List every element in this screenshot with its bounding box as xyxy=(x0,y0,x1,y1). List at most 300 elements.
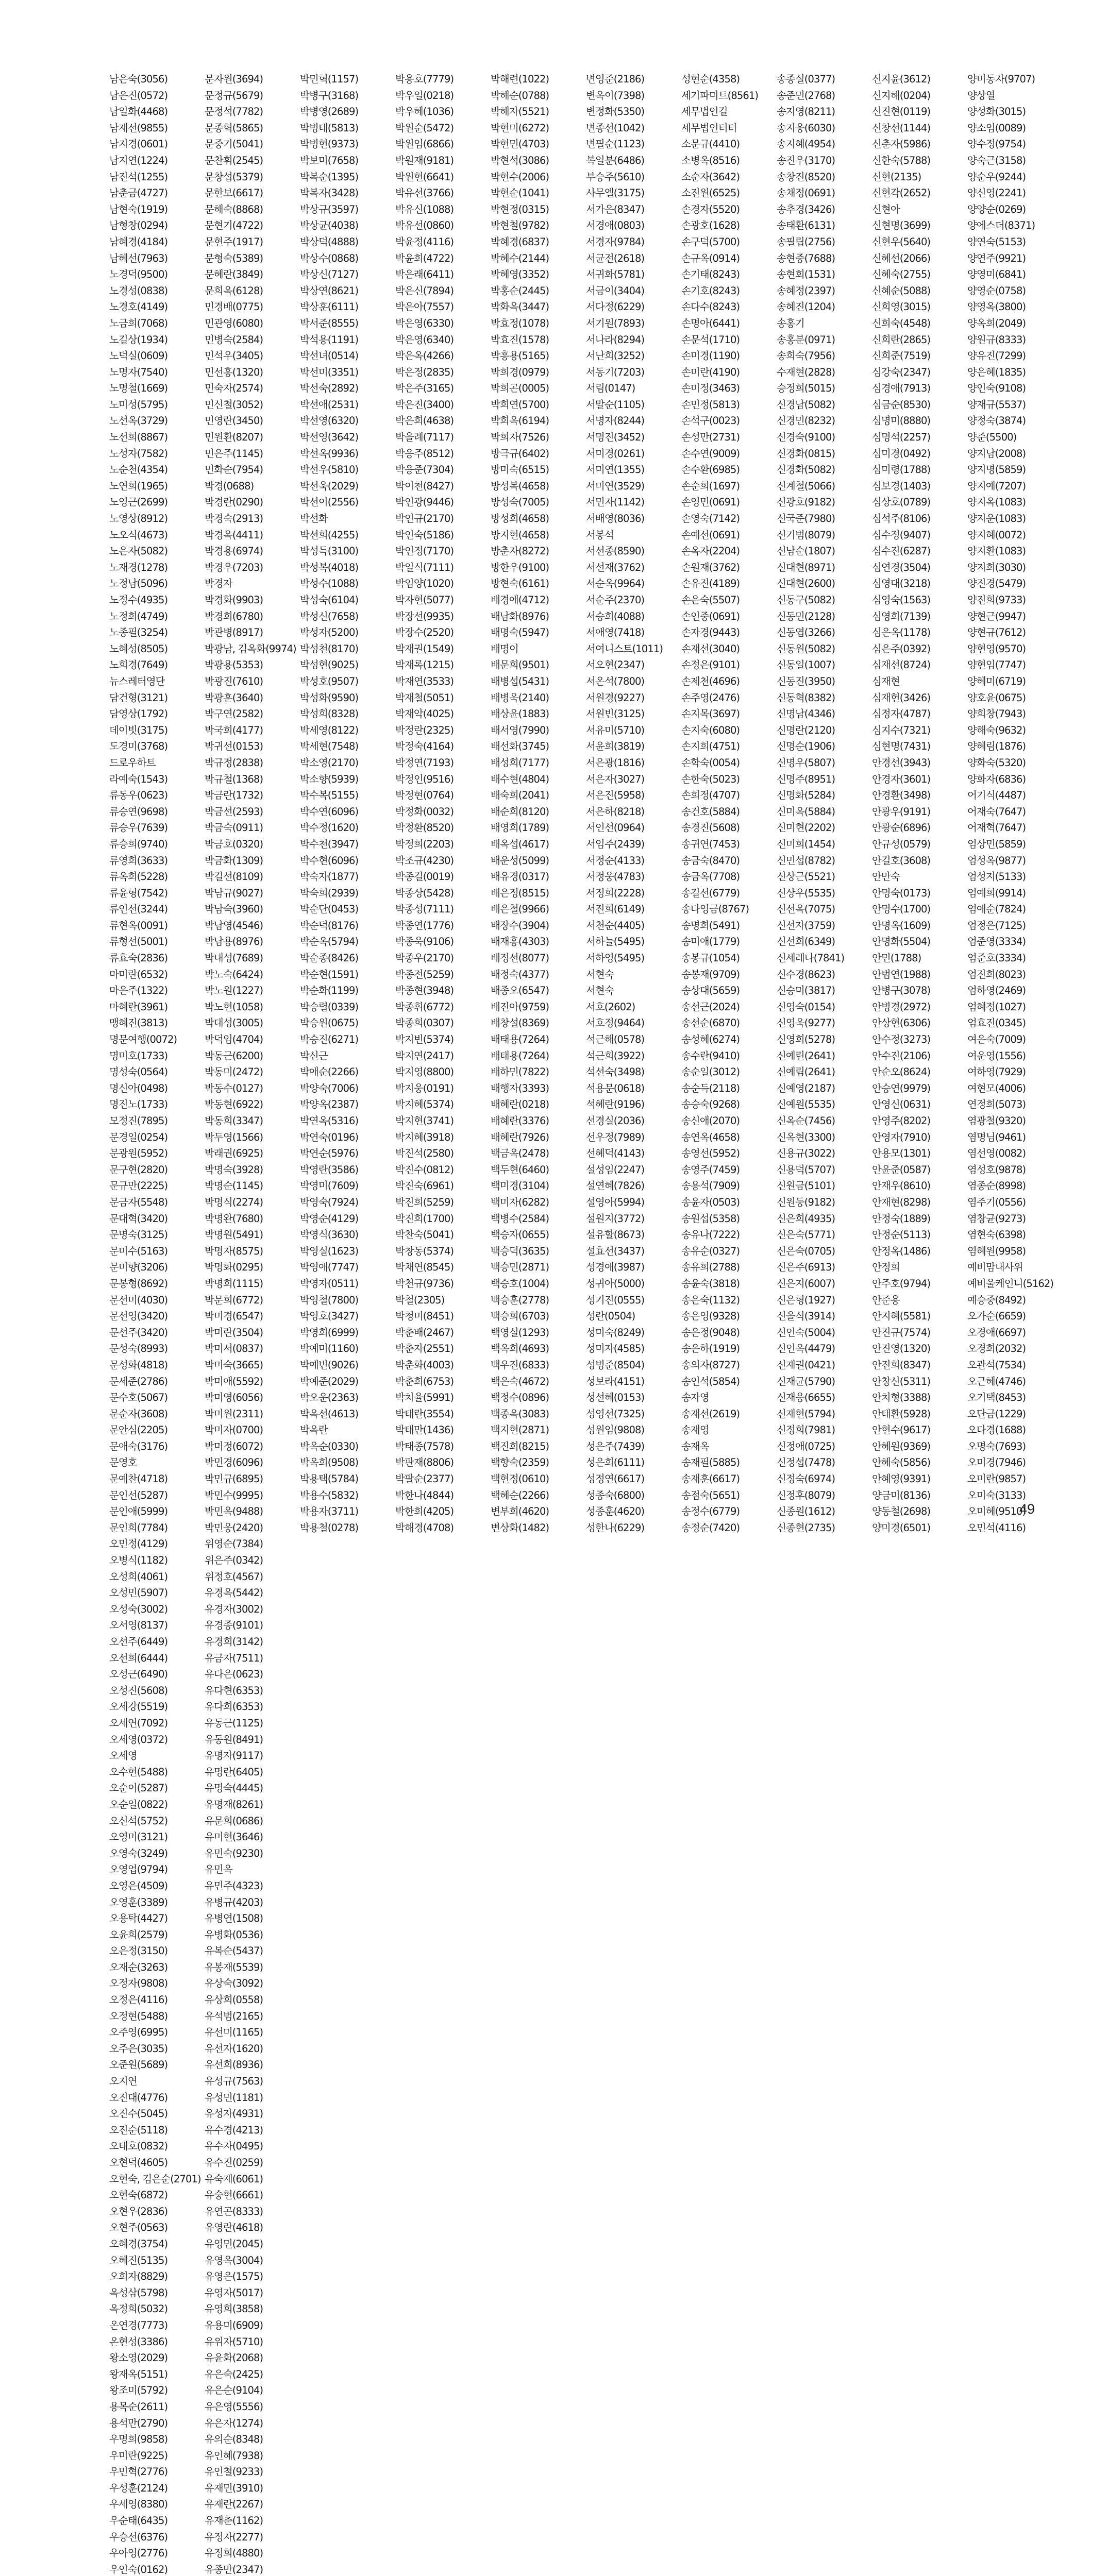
name-entry: 성종훈(4620) xyxy=(586,1505,645,1518)
name-entry: 안준용 xyxy=(872,1294,900,1306)
name-entry: 서은광(1816) xyxy=(586,756,645,769)
name-entry: 박홍순(2445) xyxy=(491,284,549,297)
name-entry: 양화자(6836) xyxy=(967,773,1026,785)
name-entry: 양성화(3015) xyxy=(967,106,1026,118)
name-entry: 송순일(3012) xyxy=(681,1066,740,1078)
name-entry: 오가순(6659) xyxy=(967,1310,1026,1323)
name-entry: 배태용(7264) xyxy=(491,1033,549,1046)
name-entry: 설유할(8673) xyxy=(586,1229,645,1241)
name-entry: 안병경(2972) xyxy=(872,1001,931,1013)
name-entry: 유다은(0623) xyxy=(205,1668,263,1681)
name-entry: 예비맘내사위 xyxy=(967,1261,1023,1274)
name-entry: 노연희(1965) xyxy=(109,480,168,492)
name-entry: 양원규(8333) xyxy=(967,333,1026,346)
name-entry: 박상규(3597) xyxy=(300,203,359,215)
name-entry: 손원재(3762) xyxy=(681,561,740,573)
name-entry: 신혜선(2066) xyxy=(872,252,931,264)
name-entry: 박종성(7111) xyxy=(395,903,454,916)
name-entry: 석용문(0618) xyxy=(586,1082,645,1094)
name-entry: 박병영(2689) xyxy=(300,106,359,118)
name-entry: 박영란(3586) xyxy=(300,1163,359,1176)
name-entry: 송미애(1779) xyxy=(681,936,740,948)
name-entry: 서온석(7800) xyxy=(586,675,645,687)
name-entry: 서정웅(4783) xyxy=(586,871,645,883)
name-entry: 백영실(1293) xyxy=(491,1326,549,1338)
name-entry: 문성숙(8993) xyxy=(109,1343,168,1355)
name-entry: 심석주(8106) xyxy=(872,513,931,525)
name-entry: 문현주(1917) xyxy=(205,235,263,248)
name-entry: 송명희(5491) xyxy=(681,919,740,931)
name-entry: 신현명(3699) xyxy=(872,219,931,232)
name-entry: 남혜선(7963) xyxy=(109,252,168,264)
name-entry: 부승주(5610) xyxy=(586,171,645,183)
name-entry: 유인철(9233) xyxy=(205,2466,263,2478)
name-entry: 염창균(9273) xyxy=(967,1212,1026,1225)
name-entry: 송혜정(2397) xyxy=(777,284,835,297)
name-entry: 송수란(9410) xyxy=(681,1049,740,1062)
name-entry: 문대혁(3420) xyxy=(109,1212,168,1225)
name-entry: 노정남(5096) xyxy=(109,578,168,590)
name-entry: 신지윤(3612) xyxy=(872,73,931,85)
name-entry: 박현정(0315) xyxy=(491,203,549,215)
name-entry: 박희옥(6194) xyxy=(491,415,549,427)
name-entry: 배은철(9966) xyxy=(491,903,549,916)
name-entry: 오성희(4061) xyxy=(109,1570,168,1583)
name-entry: 오서영(8137) xyxy=(109,1619,168,1632)
name-entry: 신현우(5640) xyxy=(872,235,931,248)
name-entry: 송진우(3170) xyxy=(777,154,835,166)
name-entry: 배진아(9759) xyxy=(491,1001,549,1013)
name-entry: 변정화(5350) xyxy=(586,106,645,118)
name-entry: 송지혜(4954) xyxy=(777,138,835,150)
name-entry: 민선홍(1320) xyxy=(205,366,263,378)
name-entry: 양현근(9947) xyxy=(967,610,1026,622)
name-entry: 양희창(7943) xyxy=(967,708,1026,720)
name-entry: 유석범(2165) xyxy=(205,2010,263,2022)
name-entry: 성기진(0555) xyxy=(586,1294,645,1306)
name-entry: 박순화(1199) xyxy=(300,985,359,997)
name-entry: 신은희(4935) xyxy=(777,1212,835,1225)
name-entry: 박해련(1022) xyxy=(491,73,549,85)
name-entry: 박지현(3741) xyxy=(395,1115,454,1127)
name-entry: 신경남(5082) xyxy=(777,398,835,411)
name-entry: 배문희(9501) xyxy=(491,659,549,671)
name-entry: 박보미(7658) xyxy=(300,154,359,166)
name-entry: 박종연(1776) xyxy=(395,919,454,931)
name-entry: 노성자(7582) xyxy=(109,447,168,460)
name-entry: 신국준(7980) xyxy=(777,513,835,525)
name-entry: 박명원(5491) xyxy=(205,1229,263,1241)
name-entry: 오미혜(9510) xyxy=(967,1505,1026,1518)
name-entry: 박수정(1620) xyxy=(300,822,359,834)
name-entry: 성정연(6617) xyxy=(586,1473,645,1485)
name-entry: 안정희 xyxy=(872,1261,900,1274)
name-entry: 손지목(3697) xyxy=(681,708,740,720)
name-entry: 왕재옥(5151) xyxy=(109,2368,168,2380)
name-entry: 문성화(4818) xyxy=(109,1359,168,1371)
name-entry: 선혜덕(4143) xyxy=(586,1147,645,1160)
name-entry: 박진숙(6961) xyxy=(395,1180,454,1192)
name-entry: 송봉규(1054) xyxy=(681,952,740,964)
name-entry: 서기원(7893) xyxy=(586,317,645,329)
name-entry: 문미수(5163) xyxy=(109,1245,168,1257)
name-entry: 박민옥(9488) xyxy=(205,1505,263,1518)
name-entry: 박금숙(0911) xyxy=(205,822,263,834)
name-entry: 신재균(5790) xyxy=(777,1375,835,1387)
name-entry: 신경화(5082) xyxy=(777,464,835,476)
name-entry: 명신아(0498) xyxy=(109,1082,168,1094)
name-entry: 유다현(6353) xyxy=(205,1684,263,1697)
name-entry: 남진석(1255) xyxy=(109,171,168,183)
name-entry: 박남영(4546) xyxy=(205,919,263,931)
name-entry: 신대현(2600) xyxy=(777,578,835,590)
name-entry: 안민(1788) xyxy=(872,952,921,964)
name-entry: 손미경(1190) xyxy=(681,350,740,362)
name-entry: 유복순(5437) xyxy=(205,1945,263,1957)
name-entry: 유경희(3142) xyxy=(205,1636,263,1648)
name-entry: 서오현(2347) xyxy=(586,659,645,671)
name-entry: 박인규(2170) xyxy=(395,513,454,525)
name-entry: 박내성(7689) xyxy=(205,952,263,964)
name-entry: 여현모(4006) xyxy=(967,1082,1026,1094)
name-entry: 박해순(0788) xyxy=(491,89,549,101)
name-entry: 손영민(0691) xyxy=(681,496,740,509)
name-entry: 신은숙(5771) xyxy=(777,1229,835,1241)
name-entry: 손성만(2731) xyxy=(681,431,740,444)
name-entry: 손미정(3463) xyxy=(681,382,740,395)
name-entry: 문중기(5041) xyxy=(205,138,263,150)
name-entry: 성미자(4585) xyxy=(586,1343,645,1355)
name-entry: 문자원(3694) xyxy=(205,73,263,85)
name-entry: 박영자(0511) xyxy=(300,1277,359,1290)
name-entry: 박경희(6780) xyxy=(205,610,263,622)
name-entry: 안규성(0579) xyxy=(872,838,931,850)
name-entry: 드로우하트 xyxy=(109,756,156,769)
name-entry: 송금숙(8470) xyxy=(681,854,740,867)
name-entry: 신정숙(6974) xyxy=(777,1473,835,1485)
name-entry: 명미호(1733) xyxy=(109,1049,168,1062)
name-entry: 서여니스트(1011) xyxy=(586,642,663,655)
name-entry: 양진희(9733) xyxy=(967,594,1026,606)
name-entry: 세무법인터터 xyxy=(681,122,737,134)
name-entry: 박선애(2531) xyxy=(300,398,359,411)
name-entry: 박현민(4703) xyxy=(491,138,549,150)
name-entry: 송창진(8520) xyxy=(777,171,835,183)
name-entry: 박동근(6200) xyxy=(205,1049,263,1062)
name-entry: 손옥자(2204) xyxy=(681,545,740,557)
name-entry: 백승자(0655) xyxy=(491,1229,549,1241)
name-entry: 배장수(3904) xyxy=(491,919,549,931)
name-entry: 박인정(7170) xyxy=(395,545,454,557)
name-entry: 안주호(9794) xyxy=(872,1277,931,1290)
name-entry: 박선우(5810) xyxy=(300,464,359,476)
name-entry: 송유순(0327) xyxy=(681,1245,740,1257)
name-entry: 신상근(5521) xyxy=(777,871,835,883)
name-entry: 문예찬(4718) xyxy=(109,1473,168,1485)
name-entry: 박두영(1566) xyxy=(205,1131,263,1143)
name-entry: 안진희(8347) xyxy=(872,1359,931,1371)
name-entry: 박인광(9446) xyxy=(395,496,454,509)
name-entry: 오주은(3035) xyxy=(109,2042,168,2055)
name-entry: 박종우(2170) xyxy=(395,952,454,964)
name-entry: 신승미(3817) xyxy=(777,985,835,997)
name-entry: 박국희(4177) xyxy=(205,724,263,736)
name-entry: 노혜성(8505) xyxy=(109,642,168,655)
name-entry: 류윤형(7542) xyxy=(109,887,168,899)
name-entry: 신영욱(9277) xyxy=(777,1017,835,1029)
name-entry: 명문여행(0072) xyxy=(109,1033,177,1046)
name-column xyxy=(205,1536,300,2576)
name-entry: 심상호(0789) xyxy=(872,496,931,509)
name-entry: 백은숙(4672) xyxy=(491,1375,549,1387)
name-entry: 안치형(3388) xyxy=(872,1392,931,1404)
name-entry: 손기태(8243) xyxy=(681,268,740,281)
name-entry: 박은진(3400) xyxy=(395,398,454,411)
name-entry: 문정석(7782) xyxy=(205,106,263,118)
name-entry: 박은아(7557) xyxy=(395,301,454,313)
name-entry: 유민주(4323) xyxy=(205,1879,263,1892)
name-entry: 유종만(2347) xyxy=(205,2563,263,2575)
name-entry: 노희경(7649) xyxy=(109,659,168,671)
name-entry: 송은영(9328) xyxy=(681,1310,740,1323)
name-entry: 심미령(1788) xyxy=(872,464,931,476)
name-entry: 박관병(8917) xyxy=(205,626,263,639)
name-entry: 오수현(5488) xyxy=(109,1766,168,1778)
name-entry: 서원빈(3125) xyxy=(586,708,645,720)
name-entry: 박연옥(5316) xyxy=(300,1115,359,1127)
name-entry: 문금자(5548) xyxy=(109,1196,168,1208)
name-column xyxy=(586,71,681,1536)
name-entry: 노미성(5795) xyxy=(109,398,168,411)
name-entry: 예승중(8492) xyxy=(967,1294,1026,1306)
name-entry: 오영업(9794) xyxy=(109,1863,168,1876)
name-entry: 문세준(2786) xyxy=(109,1375,168,1387)
name-entry: 서정순(4133) xyxy=(586,854,645,867)
name-entry: 오세영(0372) xyxy=(109,1733,168,1745)
name-entry: 서금이(3404) xyxy=(586,284,645,297)
name-entry: 양현규(7612) xyxy=(967,626,1026,639)
name-entry: 성영선(7325) xyxy=(586,1408,645,1420)
name-entry: 박순종(8426) xyxy=(300,952,359,964)
name-entry: 신용규(3022) xyxy=(777,1147,835,1160)
name-entry: 소병옥(8516) xyxy=(681,154,740,166)
name-entry: 백승희(6703) xyxy=(491,1310,549,1323)
name-entry: 문창섭(5379) xyxy=(205,171,263,183)
name-entry: 신종원(1612) xyxy=(777,1505,835,1518)
name-entry: 박선영(3642) xyxy=(300,431,359,444)
name-entry: 박대성(3005) xyxy=(205,1017,263,1029)
name-entry: 심지수(7321) xyxy=(872,724,931,736)
name-entry: 심수정(9407) xyxy=(872,529,931,541)
name-entry: 박희곤(0005) xyxy=(491,382,549,395)
name-entry: 엄준영(3334) xyxy=(967,936,1026,948)
name-entry: 심미경(0492) xyxy=(872,447,931,460)
name-entry: 노경성(0838) xyxy=(109,284,168,297)
name-entry: 오진대(4776) xyxy=(109,2091,168,2104)
name-entry: 안병구(3078) xyxy=(872,985,931,997)
name-entry: 박희자(7526) xyxy=(491,431,549,444)
name-entry: 우민혁(2776) xyxy=(109,2466,168,2478)
name-entry: 염선영(0082) xyxy=(967,1147,1026,1160)
name-entry: 박동수(0127) xyxy=(205,1082,263,1094)
name-entry: 신희준(7519) xyxy=(872,350,931,362)
name-entry: 박양옥(2387) xyxy=(300,1098,359,1111)
name-entry: 신정후(8079) xyxy=(777,1489,835,1501)
name-entry: 배남화(8976) xyxy=(491,610,549,622)
name-entry: 박명자(8575) xyxy=(205,1245,263,1257)
name-entry: 신미희(1454) xyxy=(777,838,835,850)
name-entry: 위정호(4567) xyxy=(205,1570,263,1583)
name-entry: 손미란(4190) xyxy=(681,366,740,378)
name-entry: 문희옥(6128) xyxy=(205,284,263,297)
name-entry: 유명란(6405) xyxy=(205,1766,263,1778)
name-entry: 엄성지(5133) xyxy=(967,871,1026,883)
name-entry: 심정자(4787) xyxy=(872,708,931,720)
name-entry: 심연경(3504) xyxy=(872,561,931,573)
name-entry: 박순덕(8176) xyxy=(300,919,359,931)
name-entry: 유동원(8491) xyxy=(205,1733,263,1745)
name-entry: 안현수(9617) xyxy=(872,1424,931,1436)
name-entry: 오용탁(4427) xyxy=(109,1912,168,1925)
name-entry: 손수연(9009) xyxy=(681,447,740,460)
name-entry: 예비울케인니(5162) xyxy=(967,1277,1054,1290)
name-entry: 박영식(3630) xyxy=(300,1229,359,1241)
name-entry: 심영숙(1563) xyxy=(872,594,931,606)
name-entry: 박상신(7127) xyxy=(300,268,359,281)
name-entry: 민은주(1145) xyxy=(205,447,263,460)
name-entry: 오현숙(6872) xyxy=(109,2189,168,2201)
name-entry: 오영미(3121) xyxy=(109,1831,168,1843)
name-entry: 오순일(0822) xyxy=(109,1798,168,1810)
name-entry: 박연순(5976) xyxy=(300,1147,359,1160)
name-entry: 우인숙(0162) xyxy=(109,2563,168,2575)
name-entry: 신동구(5082) xyxy=(777,594,835,606)
name-entry: 배정숙(4377) xyxy=(491,968,549,980)
name-entry: 엄진희(8023) xyxy=(967,968,1026,980)
name-entry: 손은숙(5507) xyxy=(681,594,740,606)
name-entry: 신재웅(6655) xyxy=(777,1392,835,1404)
name-entry: 송태환(6131) xyxy=(777,219,835,232)
name-entry: 유성민(1181) xyxy=(205,2091,263,2104)
name-entry: 문미향(3206) xyxy=(109,1261,168,1274)
name-entry: 박은정(2835) xyxy=(395,366,454,378)
name-entry: 박성숙(6104) xyxy=(300,594,359,606)
name-entry: 박경우(7203) xyxy=(205,561,263,573)
name-entry: 민석우(3405) xyxy=(205,350,263,362)
name-entry: 성원임(9808) xyxy=(586,1424,645,1436)
name-entry: 유성규(7563) xyxy=(205,2075,263,2088)
name-entry: 민원환(8207) xyxy=(205,431,263,444)
name-entry: 박이천(8427) xyxy=(395,480,454,492)
name-entry: 성선혜(0153) xyxy=(586,1392,645,1404)
name-entry: 백옥희(4693) xyxy=(491,1343,549,1355)
name-column xyxy=(967,71,1063,1536)
name-entry: 박일식(7111) xyxy=(395,561,454,573)
name-entry: 서호(2602) xyxy=(586,1001,635,1013)
name-entry: 어기식(4487) xyxy=(967,789,1026,802)
name-entry: 옥성삼(5798) xyxy=(109,2286,168,2299)
name-entry: 사무엘(3175) xyxy=(586,187,645,199)
name-entry: 송원섭(5358) xyxy=(681,1212,740,1225)
name-entry: 양미경(6501) xyxy=(872,1521,931,1534)
name-entry: 신옥현(3300) xyxy=(777,1131,835,1143)
name-entry: 손구덕(5700) xyxy=(681,235,740,248)
name-entry: 배창설(8369) xyxy=(491,1017,549,1029)
name-entry: 문광원(5952) xyxy=(109,1147,168,1160)
name-entry: 송건호(5884) xyxy=(681,805,740,818)
name-entry: 문정규(5679) xyxy=(205,89,263,101)
name-entry: 오현숙, 김은순(2701) xyxy=(109,2173,201,2185)
name-entry: 박금화(1309) xyxy=(205,854,263,867)
name-entry: 송다영금(8767) xyxy=(681,903,749,916)
name-entry: 서호정(9464) xyxy=(586,1017,645,1029)
name-entry: 심은옥(1178) xyxy=(872,626,931,639)
name-entry: 방성희(4658) xyxy=(491,513,549,525)
name-entry: 신현각(2652) xyxy=(872,187,931,199)
name-entry: 류영희(3633) xyxy=(109,854,168,867)
name-entry: 서임주(2439) xyxy=(586,838,645,850)
name-entry: 소순자(3642) xyxy=(681,171,740,183)
name-entry: 오태호(0832) xyxy=(109,2140,168,2153)
name-entry: 안수진(2106) xyxy=(872,1049,931,1062)
name-entry: 양지남(2008) xyxy=(967,447,1026,460)
name-entry: 안창신(5311) xyxy=(872,1375,931,1387)
name-entry: 박민경(6096) xyxy=(205,1456,263,1469)
name-entry: 방춘자(8272) xyxy=(491,545,549,557)
name-entry: 안재현(8298) xyxy=(872,1196,931,1208)
name-entry: 박성득(3100) xyxy=(300,545,359,557)
name-entry: 노정희(4749) xyxy=(109,610,168,622)
name-entry: 송혜진(1204) xyxy=(777,301,835,313)
name-entry: 유정자(2277) xyxy=(205,2531,263,2543)
name-entry: 서현숙 xyxy=(586,985,614,997)
name-entry: 수재현(2828) xyxy=(777,366,835,378)
name-entry: 안영자(7910) xyxy=(872,1131,931,1143)
name-entry: 박오운(2363) xyxy=(300,1392,359,1404)
name-entry: 신재현(5794) xyxy=(777,1408,835,1420)
name-entry: 박성복(4018) xyxy=(300,561,359,573)
name-entry: 안길호(3608) xyxy=(872,854,931,867)
name-entry: 신경숙(9100) xyxy=(777,431,835,444)
name-entry: 방지현(4658) xyxy=(491,529,549,541)
name-entry: 박용수(5832) xyxy=(300,1489,359,1501)
name-entry: 박길선(8109) xyxy=(205,871,263,883)
name-entry: 오영숙(3249) xyxy=(109,1847,168,1859)
name-entry: 신예원(5535) xyxy=(777,1098,835,1111)
name-entry: 안정옥(1486) xyxy=(872,1245,931,1257)
name-entry: 노종필(3254) xyxy=(109,626,168,639)
name-entry: 서은자(3027) xyxy=(586,773,645,785)
name-entry: 박광훈(3640) xyxy=(205,691,263,704)
name-entry: 박화옥(3447) xyxy=(491,301,549,313)
name-entry: 송윤자(0503) xyxy=(681,1196,740,1208)
name-entry: 박재악(4025) xyxy=(395,708,454,720)
name-entry: 심보경(1403) xyxy=(872,480,931,492)
name-entry: 박성현(9025) xyxy=(300,659,359,671)
name-entry: 송신애(2070) xyxy=(681,1115,740,1127)
name-entry: 박희경(0979) xyxy=(491,366,549,378)
name-entry: 양에스더(8371) xyxy=(967,219,1035,232)
name-entry: 유숭현(6661) xyxy=(205,2189,263,2201)
name-entry: 손유진(4189) xyxy=(681,578,740,590)
name-entry: 박영미(7609) xyxy=(300,1180,359,1192)
name-entry: 변상화(1482) xyxy=(491,1521,549,1534)
name-entry: 서말순(1105) xyxy=(586,398,645,411)
name-entry: 설성임(2247) xyxy=(586,1163,645,1176)
name-entry: 설효선(3437) xyxy=(586,1245,645,1257)
name-entry: 박영철(7800) xyxy=(300,1294,359,1306)
name-entry: 문인선(5287) xyxy=(109,1489,168,1501)
